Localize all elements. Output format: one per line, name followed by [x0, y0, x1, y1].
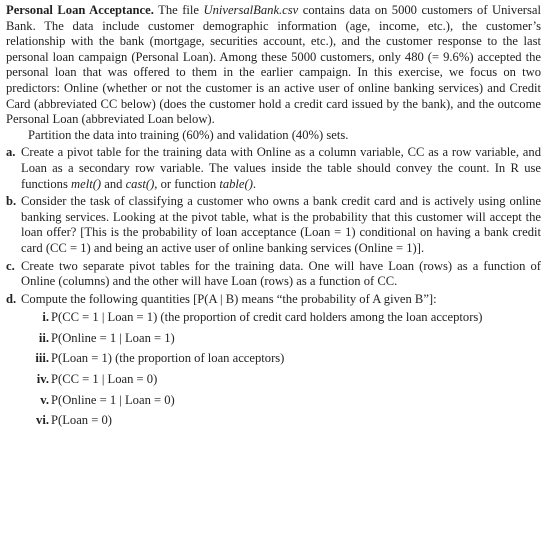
question-a: [6, 145, 541, 192]
partition-paragraph: Partition the data into training (60%) and validation (40%) sets.: [28, 127, 349, 142]
exercise-title: Personal Loan Acceptance.: [6, 3, 154, 17]
quantity-label: ii.: [38, 330, 49, 345]
quantity-item: [21, 331, 541, 347]
function-melt: melt(): [71, 176, 102, 191]
quantity-text: P(CC = 1 | Loan = 1) (the proportion of credit card holders among the loan acceptors): [51, 310, 483, 325]
question-c: [6, 259, 541, 290]
quantity-text: P(Online = 1 | Loan = 0): [51, 392, 175, 407]
question-b-label: b.: [6, 194, 17, 209]
question-d-label: d.: [6, 291, 17, 306]
function-table: table(): [219, 176, 253, 191]
quantity-label: iii.: [35, 351, 49, 366]
quantity-text: P(Loan = 1) (the proportion of loan acceptors): [51, 351, 285, 366]
quantity-item: [21, 351, 541, 367]
function-cast: cast(): [125, 176, 155, 191]
quantity-text: P(Online = 1 | Loan = 1): [51, 330, 175, 345]
filename: UniversalBank.csv: [203, 3, 299, 17]
quantity-label: iv.: [36, 372, 49, 387]
question-b-text: Consider the task of classifying a customer who owns a bank credit card and is actively using online banking services. Looking at the pivot table, what is the probability that this customer will accept the loan offer? [This is the probability of loan acceptance (Loan = 1) conditional on having a bank credit card (CC = 1) and being an active user of online banking services (Online = 1)].: [21, 194, 541, 255]
quantity-label: v.: [40, 392, 49, 407]
quantity-item: [21, 413, 541, 429]
question-list: [6, 145, 541, 429]
question-a-text-2: and: [101, 176, 126, 191]
quantity-list: [21, 310, 541, 429]
intro-paragraph: [6, 3, 541, 128]
quantity-label: i.: [42, 310, 49, 325]
quantity-item: [21, 310, 541, 326]
quantity-item: [21, 393, 541, 409]
intro-text-1: The file: [153, 3, 204, 17]
question-a-text-4: .: [252, 176, 257, 191]
question-c-text: Create two separate pivot tables for the training data. One will have Loan (rows) as a function of Online (columns) and the other will have Loan (rows) as a function of CC.: [21, 258, 541, 289]
question-a-text-1: Create a pivot table for the training data with Online as a column variable, CC as a row variable, and Loan as a secondary row variable. The values inside the table should convey the count. In R use functions: [21, 145, 541, 191]
question-d-text: Compute the following quantities [P(A | B) means “the probability of A given B”]:: [21, 291, 437, 306]
question-a-label: a.: [6, 145, 16, 160]
question-b: [6, 194, 541, 256]
question-c-label: c.: [6, 258, 15, 273]
intro-text-2: contains data on 5000 customers of Universal Bank. The data include customer demographic information (age, income, etc.), the customer’s relationship with the bank (mortgage, securities account, etc.), and the customer response to the last personal loan campaign (Personal Loan). Among these 5000 customers, only 480 (= 9.6%) accepted the personal loan that was offered to them in the earlier campaign. In this exercise, we focus on two predictors: Online (whether or not the customer is an active user of online banking services) and Credit Card (abbreviated CC below) (does the customer hold a credit card issued by the bank), and the outcome Personal Loan (abbreviated Loan below).: [6, 3, 541, 127]
quantity-text: P(Loan = 0): [51, 413, 112, 428]
quantity-item: [21, 372, 541, 388]
question-a-text-3: , or function: [154, 176, 220, 191]
question-d: [6, 292, 541, 429]
quantity-text: P(CC = 1 | Loan = 0): [51, 372, 158, 387]
quantity-label: vi.: [36, 413, 49, 428]
